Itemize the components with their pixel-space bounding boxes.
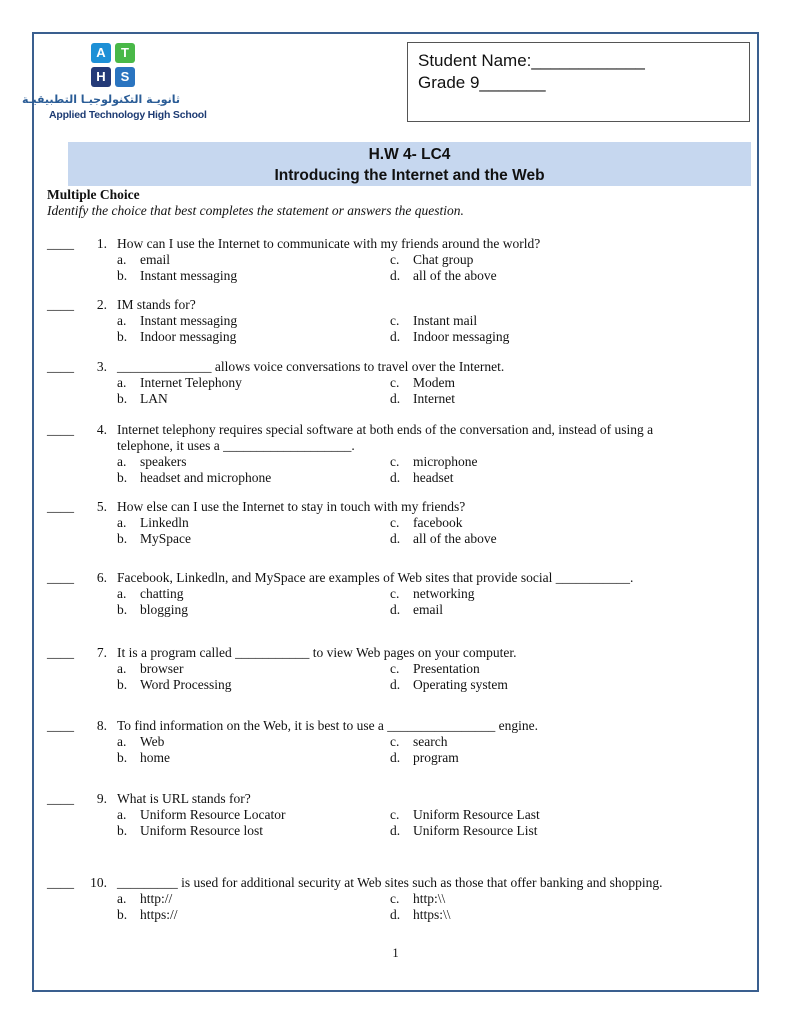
- option-text: home: [140, 750, 170, 765]
- option-text: speakers: [140, 454, 187, 469]
- school-logo: [22, 37, 207, 127]
- question-number: 8.: [96, 718, 107, 733]
- option-letter: d.: [390, 823, 401, 838]
- option-text: headset and microphone: [140, 470, 272, 485]
- answer-option[interactable]: [390, 891, 445, 907]
- answer-blank[interactable]: ____: [47, 645, 74, 660]
- answer-option[interactable]: [117, 750, 170, 766]
- answer-option[interactable]: [390, 252, 473, 268]
- option-text: email: [140, 252, 170, 267]
- option-text: program: [413, 750, 459, 765]
- option-text: Word Processing: [140, 677, 232, 692]
- option-text: Uniform Resource Last: [413, 807, 540, 822]
- option-text: MySpace: [140, 531, 191, 546]
- answer-option[interactable]: [117, 677, 232, 693]
- answer-blank[interactable]: ____: [47, 718, 74, 733]
- answer-option[interactable]: [390, 734, 447, 750]
- question-stem: Internet telephony requires special software at both ends of the conversation and, instead of using a telephone, it uses a ___________________.: [117, 422, 654, 453]
- option-text: Uniform Resource Locator: [140, 807, 286, 822]
- option-letter: c.: [390, 807, 400, 822]
- option-letter: a.: [117, 515, 127, 530]
- option-text: facebook: [413, 515, 463, 530]
- option-letter: c.: [390, 734, 400, 749]
- page-title: Introducing the Internet and the Web: [274, 167, 545, 184]
- option-letter: c.: [390, 313, 400, 328]
- answer-blank[interactable]: ____: [47, 791, 74, 806]
- logo-arabic-name: ثانويـة التكنولوجيـا التطبيقيـة: [22, 93, 180, 106]
- option-text: Uniform Resource lost: [140, 823, 263, 838]
- question-number: 3.: [96, 359, 107, 374]
- option-letter: b.: [117, 823, 128, 838]
- answer-option[interactable]: [117, 470, 271, 486]
- section-heading: Multiple Choice: [47, 187, 140, 202]
- question-number: 7.: [96, 645, 107, 660]
- answer-blank[interactable]: ____: [47, 875, 74, 890]
- option-text: Indoor messaging: [413, 329, 510, 344]
- option-text: Internet: [413, 391, 455, 406]
- question-number: 2.: [96, 297, 107, 312]
- option-text: Modem: [413, 375, 455, 390]
- option-letter: c.: [390, 891, 400, 906]
- logo-tile-a: A: [91, 43, 111, 63]
- option-text: Indoor messaging: [140, 329, 237, 344]
- option-letter: b.: [117, 268, 128, 283]
- option-text: browser: [140, 661, 184, 676]
- option-letter: a.: [117, 734, 127, 749]
- answer-option[interactable]: [390, 750, 459, 766]
- option-text: headset: [413, 470, 454, 485]
- answer-option[interactable]: [117, 586, 184, 602]
- answer-blank[interactable]: ____: [47, 570, 74, 585]
- answer-blank[interactable]: ____: [47, 297, 74, 312]
- option-letter: d.: [390, 268, 401, 283]
- option-text: microphone: [413, 454, 478, 469]
- option-letter: c.: [390, 661, 400, 676]
- option-letter: a.: [117, 252, 127, 267]
- question-number: 6.: [96, 570, 107, 585]
- option-text: http://: [140, 891, 173, 906]
- option-text: search: [413, 734, 448, 749]
- question-number: 4.: [96, 422, 107, 437]
- logo-tile-s: S: [115, 67, 135, 87]
- answer-option[interactable]: [390, 313, 477, 329]
- logo-tile-h: H: [91, 67, 111, 87]
- option-letter: a.: [117, 586, 127, 601]
- answer-option[interactable]: [117, 515, 189, 531]
- answer-option[interactable]: [390, 907, 451, 923]
- answer-option[interactable]: [390, 515, 462, 531]
- answer-option[interactable]: [117, 661, 184, 677]
- answer-option[interactable]: [117, 268, 237, 284]
- grade-line[interactable]: Grade 9_______: [418, 73, 546, 92]
- option-letter: b.: [117, 677, 128, 692]
- answer-option[interactable]: [117, 807, 285, 823]
- option-letter: a.: [117, 313, 127, 328]
- option-text: Uniform Resource List: [413, 823, 538, 838]
- option-letter: c.: [390, 375, 400, 390]
- section-instruction: Identify the choice that best completes the statement or answers the question.: [47, 203, 464, 218]
- question-stem: How can I use the Internet to communicate with my friends around the world?: [117, 236, 541, 251]
- question-number: 1.: [96, 236, 107, 251]
- logo-english-name: Applied Technology High School: [49, 109, 207, 121]
- answer-option[interactable]: [117, 734, 164, 750]
- answer-option[interactable]: [390, 454, 477, 470]
- student-name-line[interactable]: Student Name:____________: [418, 51, 645, 70]
- answer-option[interactable]: [390, 329, 509, 345]
- option-letter: c.: [390, 454, 400, 469]
- answer-option[interactable]: [117, 329, 236, 345]
- option-text: email: [413, 602, 443, 617]
- answer-option[interactable]: [390, 391, 455, 407]
- answer-option[interactable]: [117, 391, 168, 407]
- option-letter: b.: [117, 391, 128, 406]
- answer-option[interactable]: [390, 531, 497, 547]
- question-stem: How else can I use the Internet to stay in touch with my friends?: [117, 499, 466, 514]
- option-letter: a.: [117, 807, 127, 822]
- option-letter: b.: [117, 470, 128, 485]
- page-number: 1: [392, 946, 399, 960]
- answer-option[interactable]: [117, 375, 242, 391]
- option-letter: b.: [117, 750, 128, 765]
- option-letter: b.: [117, 907, 128, 922]
- option-letter: d.: [390, 602, 401, 617]
- answer-option[interactable]: [390, 268, 497, 284]
- answer-option[interactable]: [117, 313, 237, 329]
- option-letter: d.: [390, 470, 401, 485]
- student-info-box: [407, 42, 750, 122]
- option-text: Presentation: [413, 661, 480, 676]
- option-letter: d.: [390, 531, 401, 546]
- option-text: Instant mail: [413, 313, 478, 328]
- option-text: Internet Telephony: [140, 375, 242, 390]
- answer-blank[interactable]: ____: [47, 236, 74, 251]
- answer-blank[interactable]: ____: [47, 422, 74, 437]
- option-letter: a.: [117, 661, 127, 676]
- option-letter: c.: [390, 586, 400, 601]
- option-text: https://: [140, 907, 178, 922]
- answer-option[interactable]: [390, 470, 453, 486]
- option-letter: a.: [117, 375, 127, 390]
- option-text: Operating system: [413, 677, 508, 692]
- question-stem: Facebook, Linkedln, and MySpace are examples of Web sites that provide social ___________.: [117, 570, 634, 585]
- option-letter: b.: [117, 329, 128, 344]
- option-letter: a.: [117, 454, 127, 469]
- answer-option[interactable]: [390, 586, 475, 602]
- option-letter: c.: [390, 515, 400, 530]
- question-stem: What is URL stands for?: [117, 791, 251, 806]
- option-text: chatting: [140, 586, 184, 601]
- answer-option[interactable]: [390, 677, 508, 693]
- option-text: LAN: [140, 391, 168, 406]
- option-text: Instant messaging: [140, 268, 238, 283]
- question-stem: ______________ allows voice conversations to travel over the Internet.: [117, 359, 505, 374]
- option-text: blogging: [140, 602, 189, 617]
- answer-blank[interactable]: ____: [47, 359, 74, 374]
- answer-option[interactable]: [117, 454, 186, 470]
- option-text: Chat group: [413, 252, 474, 267]
- option-text: http:\\: [413, 891, 446, 906]
- question-stem: IM stands for?: [117, 297, 196, 312]
- answer-option[interactable]: [390, 375, 455, 391]
- option-text: Instant messaging: [140, 313, 238, 328]
- homework-code: H.W 4- LC4: [368, 146, 451, 163]
- answer-option[interactable]: [117, 531, 191, 547]
- question-stem: _________ is used for additional security at Web sites such as those that offer banking and shopping.: [117, 875, 663, 890]
- option-letter: b.: [117, 531, 128, 546]
- question-number: 9.: [96, 791, 107, 806]
- option-letter: d.: [390, 329, 401, 344]
- answer-option[interactable]: [117, 907, 178, 923]
- answer-option[interactable]: [117, 602, 188, 618]
- option-letter: b.: [117, 602, 128, 617]
- answer-option[interactable]: [390, 661, 480, 677]
- logo-tile-t: T: [115, 43, 135, 63]
- answer-option[interactable]: [390, 602, 443, 618]
- question-number: 10.: [90, 875, 107, 890]
- question-stem: It is a program called ___________ to view Web pages on your computer.: [117, 645, 517, 660]
- answer-option[interactable]: [117, 252, 170, 268]
- answer-option[interactable]: [390, 807, 540, 823]
- option-text: all of the above: [413, 268, 497, 283]
- question-number: 5.: [96, 499, 107, 514]
- option-text: networking: [413, 586, 475, 601]
- option-text: all of the above: [413, 531, 497, 546]
- answer-option[interactable]: [117, 823, 263, 839]
- option-text: https:\\: [413, 907, 451, 922]
- option-text: Web: [140, 734, 165, 749]
- option-letter: a.: [117, 891, 127, 906]
- answer-blank[interactable]: ____: [47, 499, 74, 514]
- option-text: Linkedln: [140, 515, 189, 530]
- option-letter: c.: [390, 252, 400, 267]
- answer-option[interactable]: [390, 823, 537, 839]
- question-stem: To find information on the Web, it is best to use a ________________ engine.: [117, 718, 539, 733]
- option-letter: d.: [390, 391, 401, 406]
- logo-tiles: [91, 43, 139, 89]
- option-letter: d.: [390, 907, 401, 922]
- answer-option[interactable]: [117, 891, 172, 907]
- option-letter: d.: [390, 750, 401, 765]
- title-band: [68, 142, 751, 186]
- option-letter: d.: [390, 677, 401, 692]
